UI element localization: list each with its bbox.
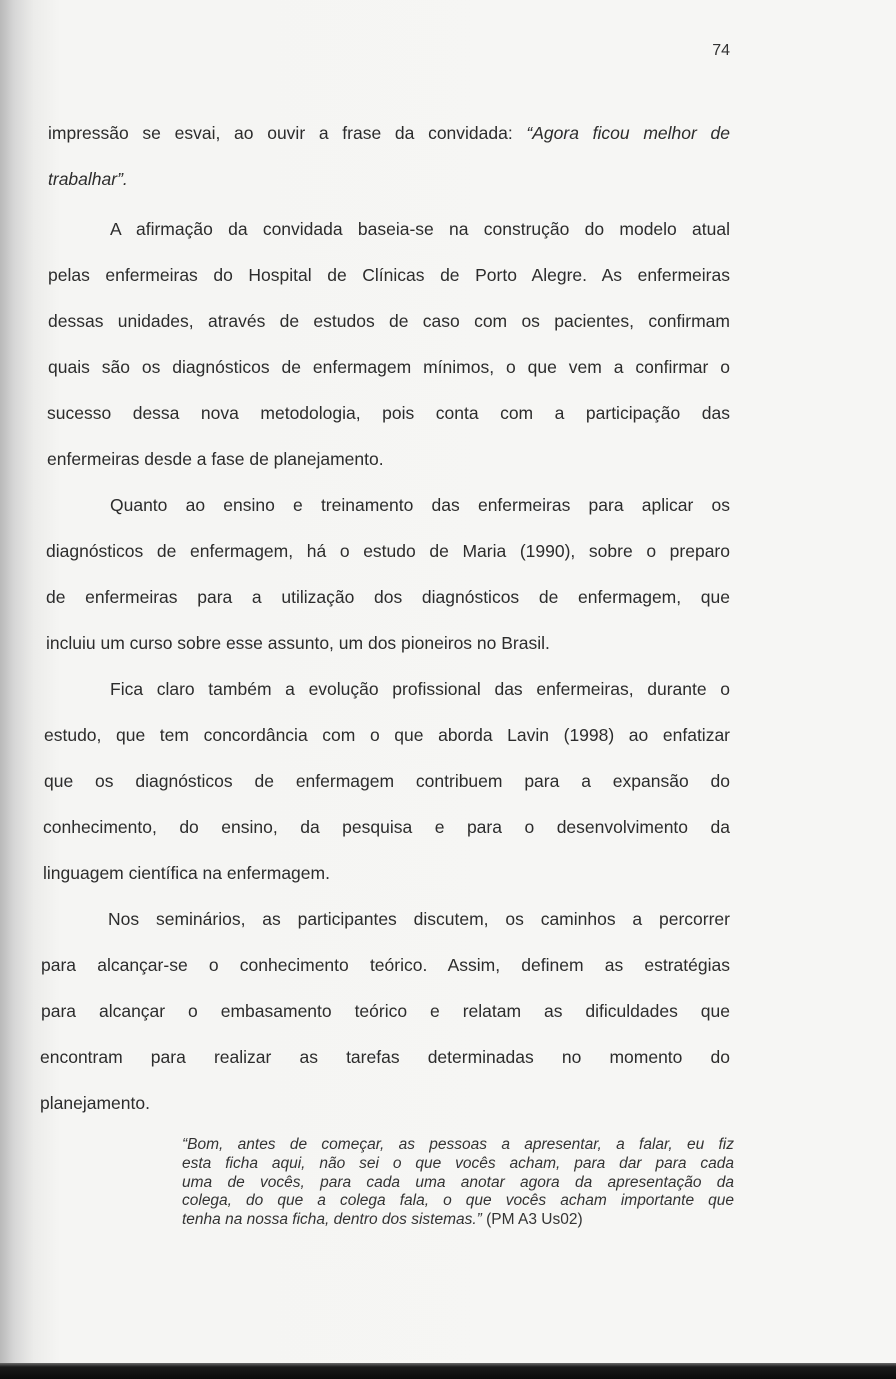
paragraph-4-line-4: encontram para realizar as tarefas determinadas no momento do [40,1047,730,1067]
paragraph-3-line-3: que os diagnósticos de enfermagem contribuem para a expansão do [44,771,730,791]
quote-line-3: uma de vocês, para cada uma anotar agora da apresentação da [182,1173,734,1191]
quote-citation: (PM A3 Us02) [481,1211,583,1229]
paragraph-0-quote-start: “Agora ficou melhor de [526,123,730,143]
paragraph-1-line-5: sucesso dessa nova metodologia, pois conta com a participação das [47,403,730,423]
page-number: 74 [712,42,730,59]
paragraph-2-line-3: de enfermeiras para a utilização dos diagnósticos de enfermagem, que [46,587,730,607]
paragraph-0-line-1-normal: impressão se esvai, ao ouvir a frase da convidada: [48,123,527,143]
quote-last-text: tenha na nossa ficha, dentro dos sistemas.” [182,1211,482,1229]
quote-line-5 [182,1211,734,1230]
quote-line-1: “Bom, antes de começar, as pessoas a apresentar, a falar, eu fiz [182,1136,734,1153]
paragraph-0-line-2 [48,168,128,190]
paragraph-4-line-5: planejamento. [40,1093,150,1113]
paragraph-2-line-1: Quanto ao ensino e treinamento das enfermeiras para aplicar os [110,495,730,515]
scan-bottom-edge [0,1363,896,1379]
paragraph-1-line-3: dessas unidades, através de estudos de caso com os pacientes, confirmam [48,311,730,331]
paragraph-1-line-4: quais são os diagnósticos de enfermagem mínimos, o que vem a confirmar o [48,357,730,377]
paragraph-0-line-1 [48,122,730,144]
quote-line-2: esta ficha aqui, não sei o que vocês acham, para dar para cada [182,1154,734,1172]
paragraph-4-line-2: para alcançar-se o conhecimento teórico. Assim, definem as estratégias [41,955,730,975]
paragraph-2-line-4: incluiu um curso sobre esse assunto, um dos pioneiros no Brasil. [46,633,550,653]
paragraph-1-line-6: enfermeiras desde a fase de planejamento. [47,449,384,469]
paragraph-3-line-4: conhecimento, do ensino, da pesquisa e para o desenvolvimento da [43,817,730,837]
paragraph-3-line-5: linguagem científica na enfermagem. [43,863,330,883]
paragraph-3-line-2: estudo, que tem concordância com o que aborda Lavin (1998) ao enfatizar [44,725,730,745]
paragraph-2-line-2: diagnósticos de enfermagem, há o estudo de Maria (1990), sobre o preparo [46,541,730,561]
paragraph-1-line-2: pelas enfermeiras do Hospital de Clínicas de Porto Alegre. As enfermeiras [48,265,730,285]
paragraph-3-line-1: Fica claro também a evolução profissional das enfermeiras, durante o [110,679,730,699]
paragraph-1-line-1: A afirmação da convidada baseia-se na construção do modelo atual [110,219,730,239]
paragraph-4-line-1: Nos seminários, as participantes discutem, os caminhos a percorrer [108,909,730,929]
quote-line-4: colega, do que a colega fala, o que vocês acham importante que [182,1192,734,1210]
paragraph-0-quote-end: trabalhar”. [48,169,128,189]
paragraph-4-line-3: para alcançar o embasamento teórico e relatam as dificuldades que [41,1001,730,1021]
block-quote [182,1136,734,1230]
